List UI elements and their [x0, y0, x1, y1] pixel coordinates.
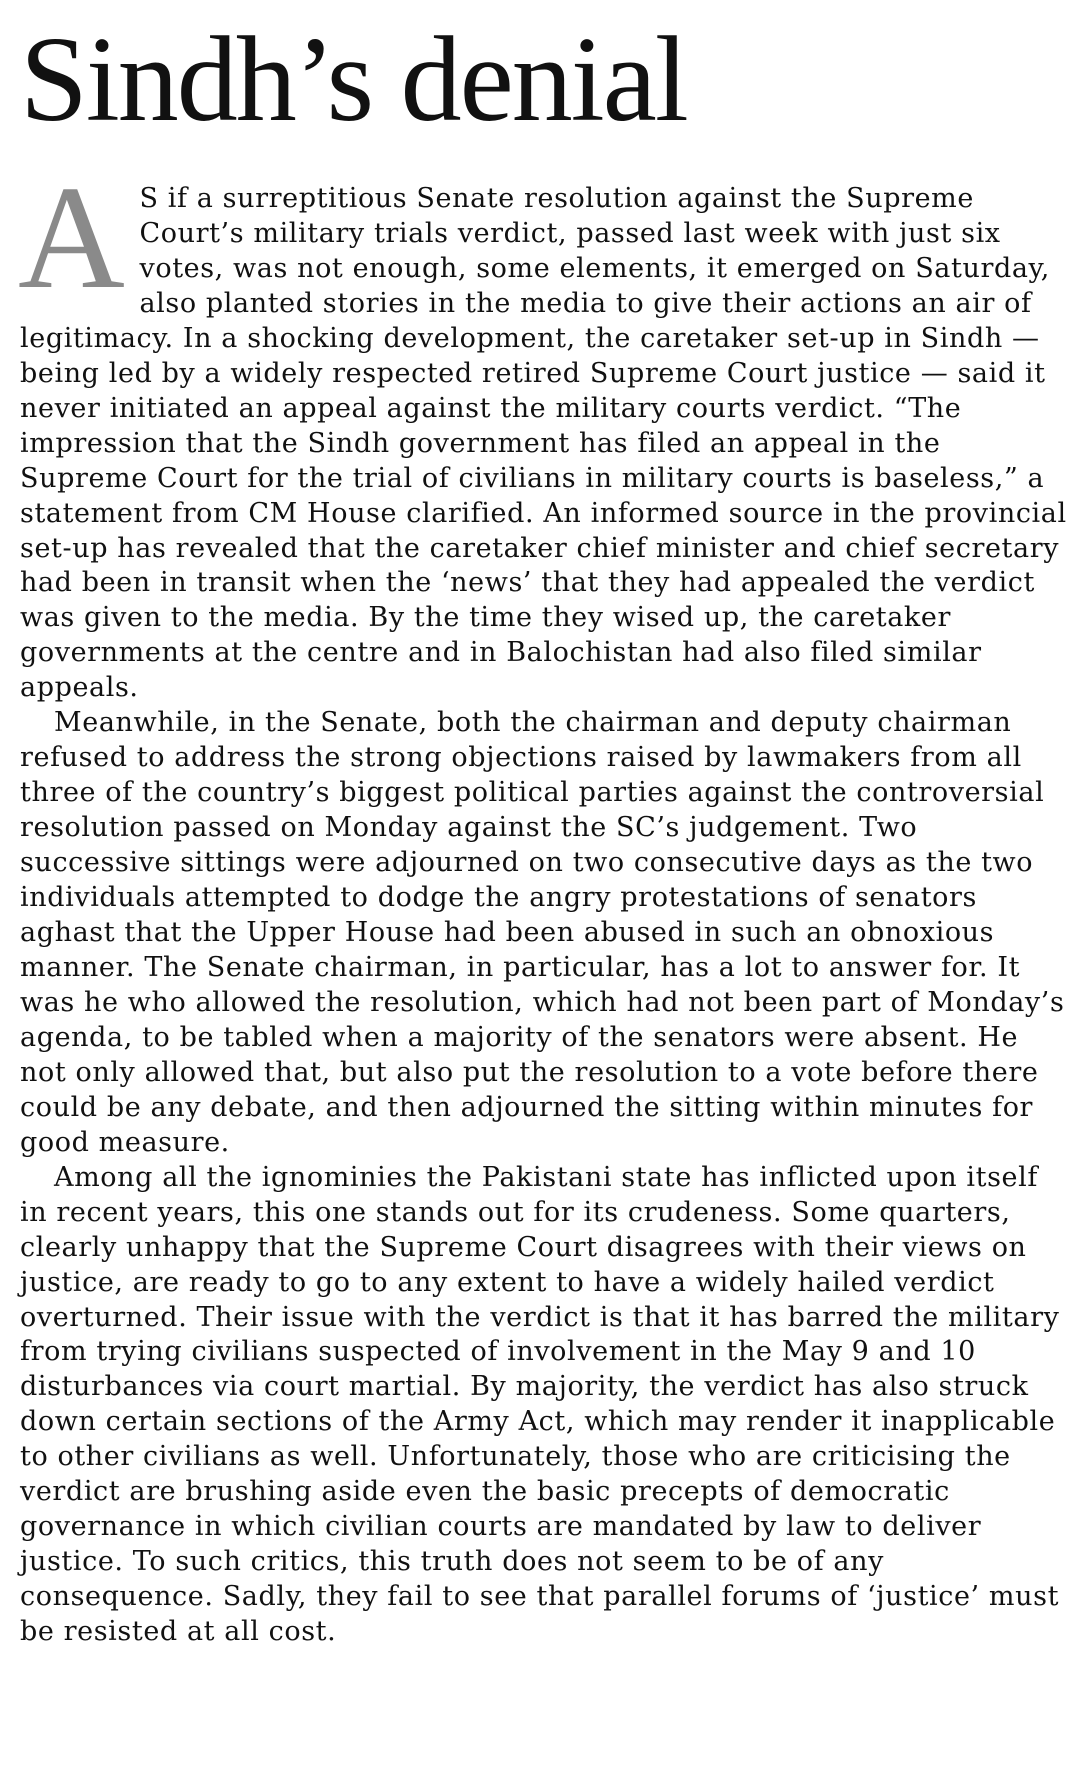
paragraph-2: Meanwhile, in the Senate, both the chairman and deputy chairman refused to address the strong objections raised by lawmakers from all three of the country’s biggest political parties against the controversial resolution passed on Monday against the SC’s judgement. Two successive sittings were adjourned on two consecutive days as the two individuals attempted to dodge the angry protestations of senators aghast that the Upper House had been abused in such an obnoxious manner. The Senate chairman, in particular, has a lot to answer for. It was he who allowed the resolution, which had not been part of Monday’s agenda, to be tabled when a majority of the senators were absent. He not only allowed that, but also put the resolution to a vote before there could be any debate, and then adjourned the sitting within minutes for good measure.	[20, 707, 1065, 1158]
paragraph-3: Among all the ignominies the Pakistani state has inflicted upon itself in recent years, this one stands out for its crudeness. Some quarters, clearly unhappy that the Supreme Court disagrees with their views on justice, are ready to go to any extent to have a widely hailed verdict overturned. Their issue with the verdict is that it has barred the military from trying civilians suspected of involvement in the May 9 and 10 disturbances via court martial. By majority, the verdict has also struck down certain sections of the Army Act, which may render it inapplicable to other civilians as well. Unfortunately, those who are criticising the verdict are brushing aside even the basic precepts of democratic governance in which civilian courts are mandated by law to deliver justice. To such critics, this truth does not seem to be of any consequence. Sadly, they fail to see that parallel forums of ‘justice’ must be resisted at all cost.	[20, 1161, 1060, 1648]
headline: Sindh’s denial	[20, 12, 687, 147]
paragraph-1-text: S if a surreptitious Senate resolution against the Supreme Court’s military trials verdict, passed last week with just six votes, was not enough, some elements, it emerged on Saturday, also planted stories in the media to give their actions an air of legitimacy. In a shocking development, the caretaker set-up in Sindh — being led by a widely respected retired Supreme Court justice — said it never initiated an appeal against the military courts verdict. “The impression that the Sindh government has filed an appeal in the Supreme Court for the trial of civilians in military courts is baseless,” a statement from CM House clarified. An informed source in the provincial set-up has revealed that the caretaker chief minister and chief secretary had been in transit when the ‘news’ that they had appealed the verdict was given to the media. By the time they wised up, the caretaker governments at the centre and in Balochistan had also filed similar appeals.	[20, 183, 1067, 704]
article-body	[18, 156, 1072, 1650]
paragraph-1	[18, 156, 1072, 706]
editorial-article	[20, 14, 1072, 1650]
drop-cap: A	[18, 156, 126, 320]
